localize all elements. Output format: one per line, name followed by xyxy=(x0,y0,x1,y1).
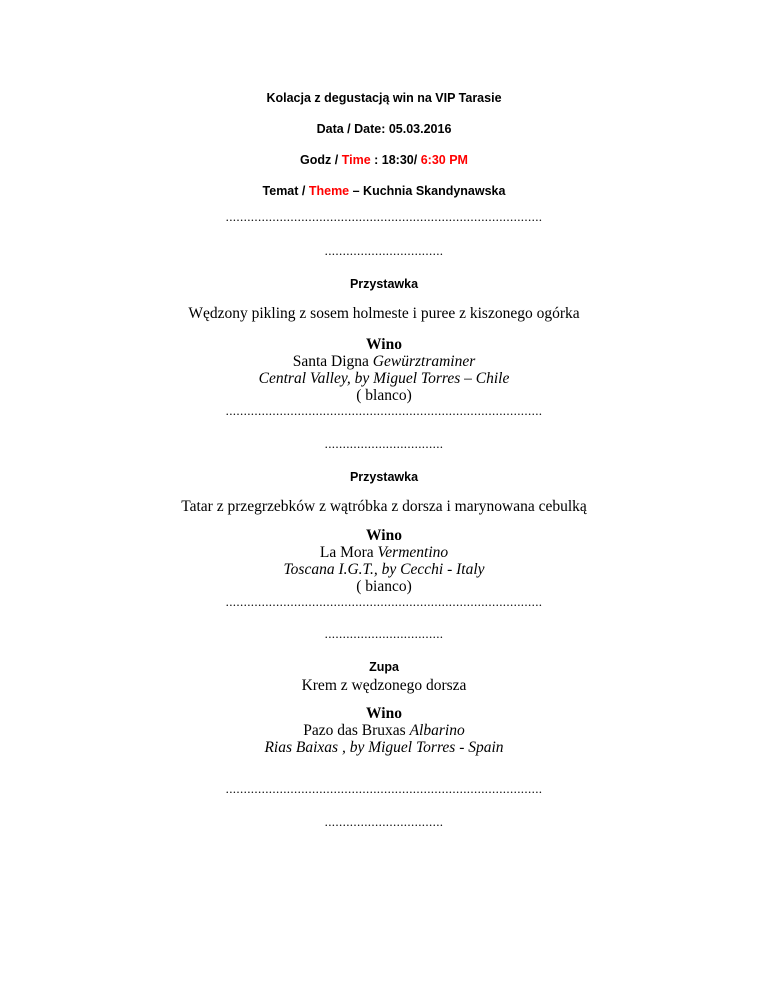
separator-long: ........................................................................................ xyxy=(225,594,543,609)
wine-origin: Toscana I.G.T., by Cecchi - Italy xyxy=(283,561,485,578)
course-dish: Wędzony pikling z sosem holmeste i puree z kiszonego ogórka xyxy=(188,305,580,322)
course-dish: Krem z wędzonego dorsza xyxy=(301,677,467,694)
wine-grape: Gewürztraminer xyxy=(372,353,476,370)
event-theme xyxy=(0,184,768,198)
event-date: Data / Date: 05.03.2016 xyxy=(316,122,452,136)
theme-suffix: – Kuchnia Skandynawska xyxy=(349,184,506,198)
wine-name-text: La Mora xyxy=(319,544,378,561)
separator-short: ................................. xyxy=(324,626,444,641)
theme-prefix: Temat / xyxy=(262,184,309,198)
wine-origin: Central Valley, by Miguel Torres – Chile xyxy=(258,370,510,387)
time-prefix: Godz / xyxy=(300,153,342,167)
separator-long: ........................................................................................ xyxy=(225,781,543,796)
wine-heading: Wino xyxy=(366,336,402,353)
wine-heading: Wino xyxy=(366,527,402,544)
wine-note: ( blanco) xyxy=(356,387,412,404)
time-pm: 6:30 PM xyxy=(420,153,468,167)
course-category: Przystawka xyxy=(349,470,419,484)
event-time xyxy=(0,153,768,167)
theme-word: Theme xyxy=(308,184,350,198)
wine-grape: Vermentino xyxy=(377,544,449,561)
time-word: Time xyxy=(341,153,371,167)
wine-name xyxy=(0,353,768,371)
wine-name-text: Pazo das Bruxas xyxy=(303,722,410,739)
separator-short: ................................. xyxy=(324,814,444,829)
event-title: Kolacja z degustacją win na VIP Tarasie xyxy=(266,91,502,105)
wine-name-text: Santa Digna xyxy=(292,353,373,370)
course-category: Zupa xyxy=(369,660,399,674)
separator-short: ................................. xyxy=(324,436,444,451)
wine-name xyxy=(0,544,768,562)
wine-grape: Albarino xyxy=(409,722,465,739)
course-dish: Tatar z przegrzebków z wątróbka z dorsza i marynowana cebulką xyxy=(181,498,587,515)
wine-heading: Wino xyxy=(366,705,402,722)
wine-origin: Rias Baixas , by Miguel Torres - Spain xyxy=(264,739,504,756)
wine-name xyxy=(0,722,768,740)
separator-long: ........................................................................................ xyxy=(225,403,543,418)
wine-note: ( bianco) xyxy=(356,578,412,595)
separator-short: ................................. xyxy=(324,243,444,258)
separator-long: ........................................................................................ xyxy=(225,209,543,224)
course-category: Przystawka xyxy=(349,277,419,291)
time-mid: : 18:30/ xyxy=(370,153,421,167)
